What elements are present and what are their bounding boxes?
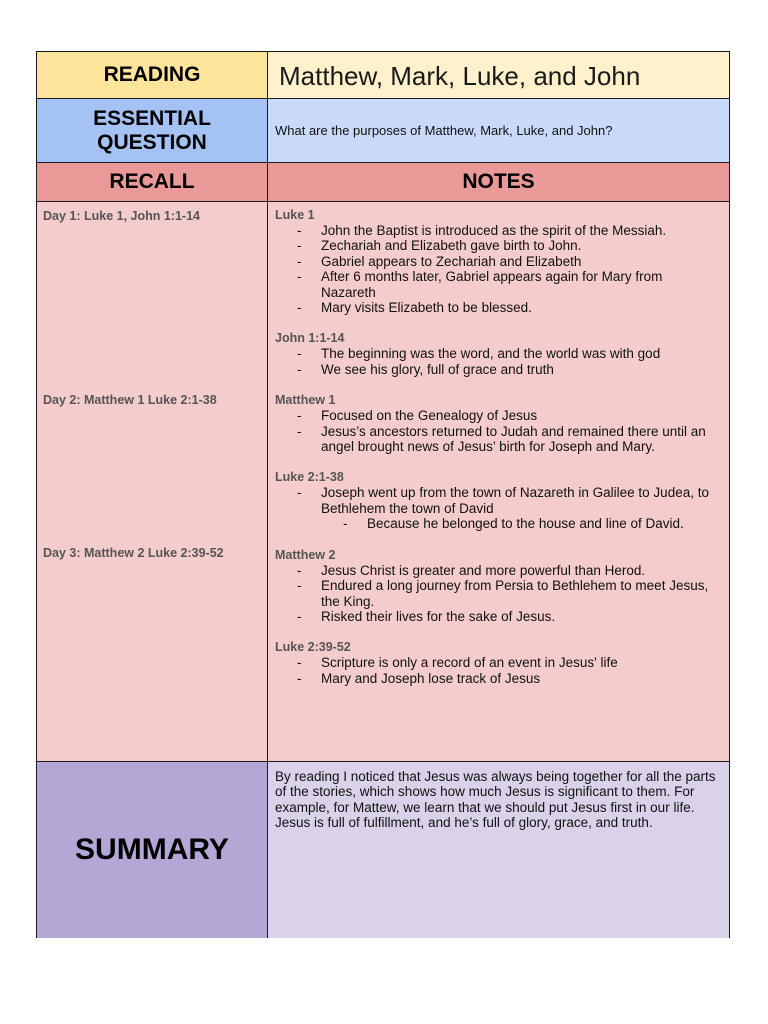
notes-list: [275, 346, 719, 377]
summary-text-cell: [268, 762, 729, 938]
notes-list: [275, 655, 719, 686]
notes-sub-item: - Because he belonged to the house and line of David.: [275, 516, 719, 531]
essential-question-label: [93, 107, 211, 155]
notes-item: - Scripture is only a record of an event in Jesus' life: [275, 655, 719, 670]
notes-header-cell: [268, 163, 729, 201]
recall-header-cell: [37, 163, 268, 201]
notes-item: - After 6 months later, Gabriel appears again for Mary from Nazareth: [275, 269, 719, 300]
notes-item: - Mary visits Elizabeth to be blessed.: [275, 300, 719, 315]
recall-header: RECALL: [109, 170, 195, 193]
recall-day-1: Day 1: Luke 1, John 1:1-14: [43, 209, 201, 223]
reading-label: READING: [103, 63, 201, 86]
reading-title-cell: [268, 52, 729, 98]
notes-item: - Zechariah and Elizabeth gave birth to John.: [275, 238, 719, 253]
notes-section-title: Luke 2:1-38: [275, 470, 344, 485]
summary-label: SUMMARY: [75, 833, 229, 866]
notes-content: [275, 208, 719, 686]
essential-question-label-cell: [37, 99, 268, 162]
notes-item: - Mary and Joseph lose track of Jesus: [275, 671, 719, 686]
notes-item: - Joseph went up from the town of Nazareth in Galilee to Judea, to Bethlehem the town of David: [275, 485, 719, 516]
essential-question-text-cell: [268, 99, 729, 162]
column-header-row: [37, 163, 729, 202]
summary-text: By reading I noticed that Jesus was always being together for all the parts of the stories, which shows how much Jesus is significant to them. For example, for Mattew, we learn that we should put Jesus first in our life. Jesus is full of fulfillment, and he’s full of glory, grace, and truth.: [275, 769, 716, 831]
summary-row: [37, 762, 729, 938]
notes-item: - The beginning was the word, and the world was with god: [275, 346, 719, 361]
notes-section-title: Matthew 1: [275, 393, 336, 408]
reading-label-cell: [37, 52, 268, 98]
summary-label-cell: [37, 762, 268, 938]
notes-item: - John the Baptist is introduced as the spirit of the Messiah.: [275, 223, 719, 238]
notes-list: [275, 563, 719, 625]
notes-section-title: Matthew 2: [275, 547, 336, 562]
notes-row: [37, 202, 729, 762]
recall-cell: [37, 202, 268, 761]
notes-item: - Endured a long journey from Persia to Bethlehem to meet Jesus, the King.: [275, 578, 719, 609]
notes-item: - Jesus Christ is greater and more powerful than Herod.: [275, 563, 719, 578]
notes-item: - We see his glory, full of grace and truth: [275, 362, 719, 377]
notes-item: - Focused on the Genealogy of Jesus: [275, 408, 719, 423]
notes-section-title: Luke 1: [275, 208, 315, 222]
essential-question-label-line1: ESSENTIAL: [93, 106, 211, 130]
notes-list: [275, 408, 719, 454]
notes-item: - Risked their lives for the sake of Jesus.: [275, 609, 719, 624]
notes-section-title: Luke 2:39-52: [275, 640, 351, 655]
essential-question-label-line2: QUESTION: [97, 130, 207, 154]
recall-day-2: Day 2: Matthew 1 Luke 2:1-38: [43, 393, 217, 407]
notes-section-title: John 1:1-14: [275, 331, 345, 346]
notes-cell: [268, 202, 729, 761]
cornell-notes-sheet: [36, 51, 730, 938]
reading-row: [37, 52, 729, 99]
essential-question-text: What are the purposes of Matthew, Mark, Luke, and John?: [275, 123, 613, 138]
notes-list: [275, 223, 719, 315]
reading-title: Matthew, Mark, Luke, and John: [279, 61, 641, 91]
notes-item: - Gabriel appears to Zechariah and Elizabeth: [275, 254, 719, 269]
notes-list: [275, 485, 719, 531]
essential-question-row: [37, 99, 729, 163]
notes-header: NOTES: [462, 170, 535, 193]
recall-day-3: Day 3: Matthew 2 Luke 2:39-52: [43, 546, 224, 560]
notes-item: - Jesus’s ancestors returned to Judah and remained there until an angel brought news of Jesus’ birth for Joseph and Mary.: [275, 424, 719, 455]
